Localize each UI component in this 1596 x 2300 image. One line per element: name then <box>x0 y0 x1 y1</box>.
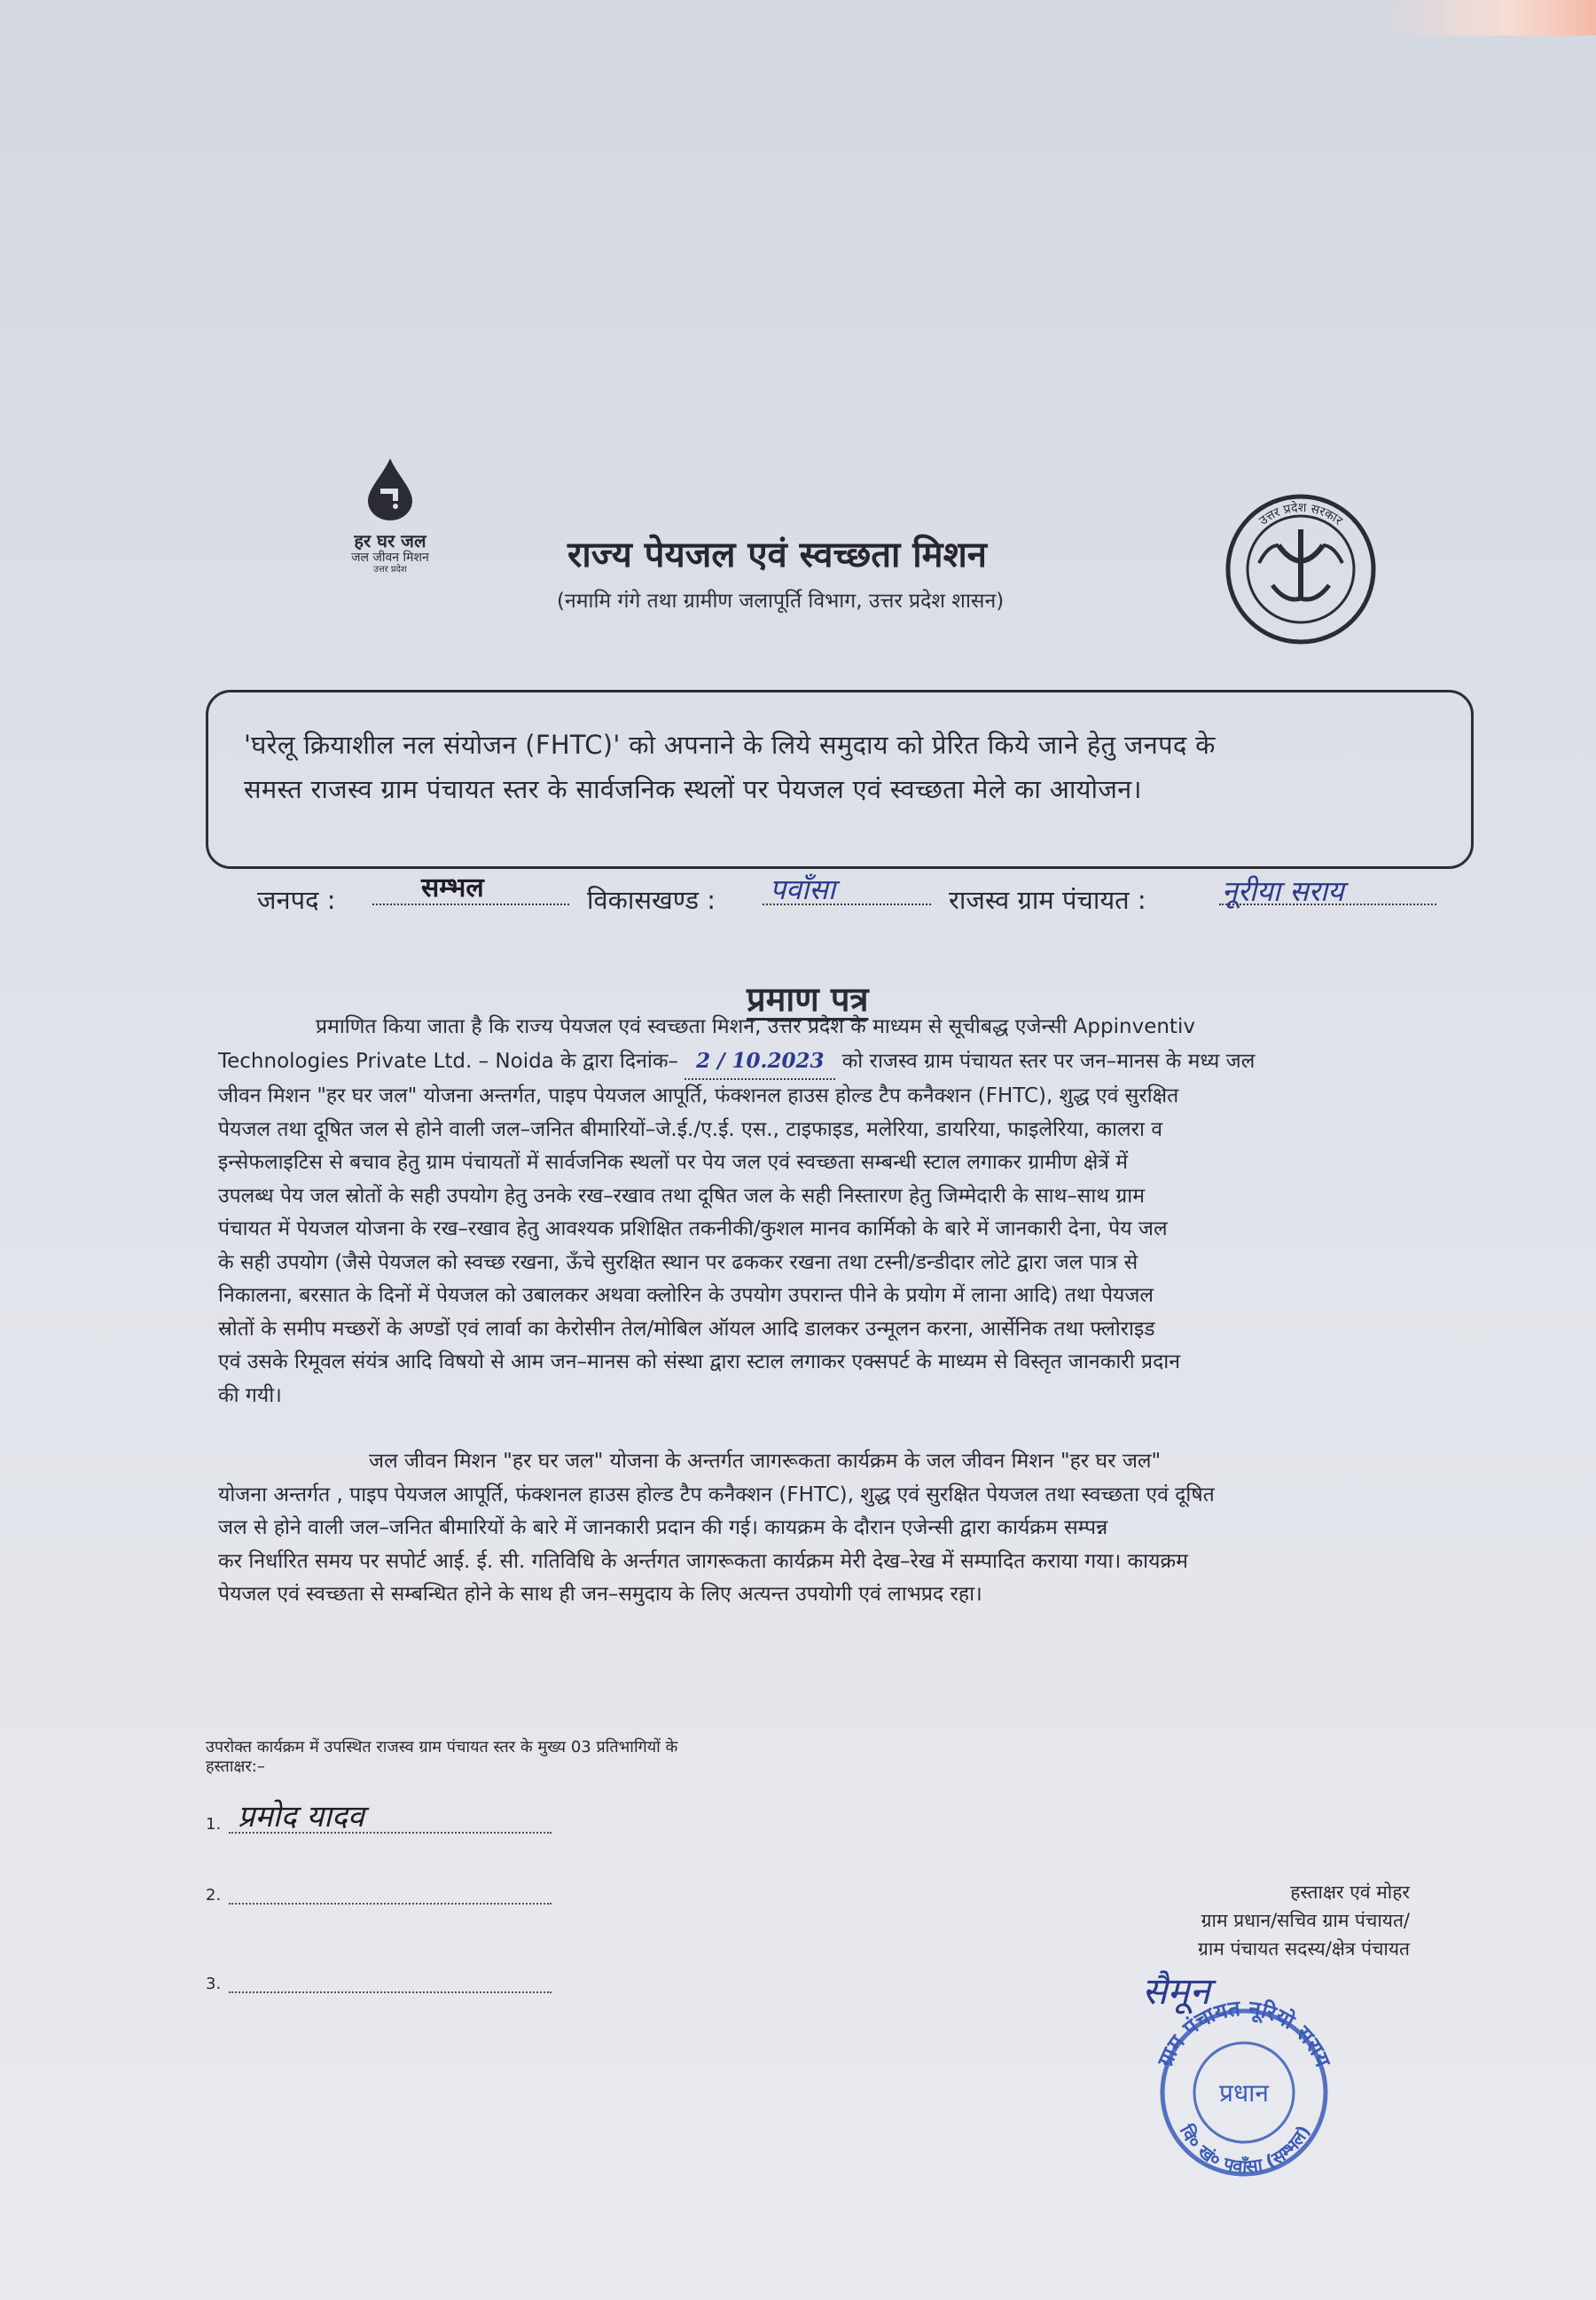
para2-line: योजना अन्तर्गत , पाइप पेयजल आपूर्ति, फंक्शनल हाउस होल्ड टैप कनैक्शन (FHTC), शुद्ध एवं सुरक्षित पेयजल तथा स्वच्छता एवं दूषित <box>218 1482 1215 1506</box>
panchayat-label: राजस्व ग्राम पंचायत : <box>949 885 1146 915</box>
logo-line-3: उत्तर प्रदेश <box>373 565 407 575</box>
location-fields <box>257 873 1445 927</box>
authority-signature-block: हस्ताक्षर एवं मोहर ग्राम प्रधान/सचिव ग्राम पंचायत/ ग्राम पंचायत सदस्य/क्षेत्र पंचायत <box>1198 1881 1410 1960</box>
participant-signature-2: 2. <box>206 1880 552 1910</box>
para1-line: के सही उपयोग (जैसे पेयजल को स्वच्छ रखना, ऊँचे सुरक्षित स्थान पर ढककर रखना तथा टस्नी/डन्डीदार लोटे द्वारा जल पात्र से <box>218 1250 1138 1274</box>
para1-line: प्रमाणित किया जाता है कि राज्य पेयजल एवं स्वच्छता मिशन, उत्तर प्रदेश के माध्यम से सूचीबद्ध एजेन्सी Appinventiv <box>316 1015 1195 1038</box>
vikaskhand-value: पवाँसा <box>770 872 836 906</box>
svg-text:ग्राम पंचायत नूरियो सराय: ग्राम पंचायत नूरियो सराय <box>1152 1995 1336 2071</box>
har-ghar-jal-logo <box>337 457 443 598</box>
svg-text:प्रधान: प्रधान <box>1219 2078 1269 2108</box>
para2-line: जल जीवन मिशन "हर घर जल" योजना के अन्तर्गत जागरूकता कार्यक्रम के जल जीवन मिशन "हर घर जल" <box>369 1450 1162 1473</box>
certificate-title: प्रमाण पत्र <box>747 980 869 1019</box>
para1-line: एवं उसके रिमूवल संयंत्र आदि विषयो से आम जन–मानस को संस्था द्वारा स्टाल लगाकर एक्सपर्ट के माध्यम से विस्तृत जानकारी प्रदान <box>218 1350 1181 1373</box>
para1-line: जीवन मिशन "हर घर जल" योजना अन्तर्गत, पाइप पेयजल आपूर्ति, फंक्शनल हाउस होल्ड टैप कनैक्शन (FHTC), शुद्ध एवं सुरक्षित <box>218 1084 1179 1107</box>
janpad-label: जनपद : <box>257 885 336 915</box>
janpad-value: सम्भल <box>421 872 484 904</box>
para2-line: जल से होने वाली जल–जनित बीमारियों के बारे में जानकारी प्रदान की गई। कायक्रम के दौरान एजेन्सी द्वारा कार्यक्रम सम्पन्न <box>218 1516 1108 1539</box>
certificate-paragraph-1 <box>218 1011 1459 1412</box>
svg-text:सैमून: सैमून <box>1142 1969 1210 2013</box>
banner-line-1: 'घरेलू क्रियाशील नल संयोजन (FHTC)' को अपनाने के लिये समुदाय को प्रेरित किये जाने हेतु जनपद के <box>244 730 1216 760</box>
para1-line: इन्सेफलाइटिस से बचाव हेतु ग्राम पंचायतों में सार्वजनिक स्थलों पर पेय जल एवं स्वच्छता सम्बन्धी स्टाल लगाकर ग्रामीण क्षेत्रें में <box>218 1151 1129 1174</box>
vikaskhand-label: विकासखण्ड : <box>587 885 716 915</box>
participant-signature-1: 1. प्रमोद यादव <box>206 1809 552 1839</box>
para1-line: निकालना, बरसात के दिनों में पेयजल को उबालकर अथवा क्लोरिन के उपयोग उपरान्त पीने के प्रयोग में लाना आदि) तथा पेयजल <box>218 1284 1154 1307</box>
participant-1-signature: प्रमोद यादव <box>238 1799 364 1835</box>
page-edge <box>1383 0 1596 35</box>
logo-line-1: हर घर जल <box>354 530 426 552</box>
banner-line-2: समस्त राजस्व ग्राम पंचायत स्तर के सार्वजनिक स्थलों पर पेयजल एवं स्वच्छता मेले का आयोजन। <box>244 774 1142 804</box>
certificate-paragraph-2 <box>218 1445 1459 1612</box>
para1-line: स्रोतों के समीप मच्छरों के अण्डों एवं लार्वा का केरोसीन तेल/मोबिल ऑयल आदि डालकर उन्मूलन करना, आर्सेनिक तथा फ्लोराइड <box>218 1317 1155 1341</box>
participants-intro: उपरोक्त कार्यक्रम में उपस्थित राजस्व ग्राम पंचायत स्तर के मुख्य 03 प्रतिभागियों के हस्ताक्षर:– <box>206 1738 678 1776</box>
page-title: राज्य पेयजल एवं स्वच्छता मिशन <box>567 535 987 575</box>
panchayat-value: नूरीया सराय <box>1222 874 1344 908</box>
svg-text:वि० खं० पवाँसा (सम्भल): वि० खं० पवाँसा (सम्भल) <box>1175 2121 1315 2178</box>
logo-line-2: जल जीवन मिशन <box>351 551 429 565</box>
para1-line: पंचायत में पेयजल योजना के रख–रखाव हेतु आवश्यक प्रशिक्षित तकनीकी/कुशल मानव कार्मिको के बारे में जानकारी देना, पेय जल <box>218 1217 1168 1240</box>
page-subtitle: (नमामि गंगे तथा ग्रामीण जलापूर्ति विभाग, उत्तर प्रदेश शासन) <box>557 590 1005 613</box>
para1-line: उपलब्ध पेय जल स्रोतों के सही उपयोग हेतु उनके रख–रखाव तथा दूषित जल के सही निस्तारण हेतु जिम्मेदारी के साथ–साथ ग्राम <box>218 1184 1145 1208</box>
svg-text:उत्तर प्रदेश सरकार: उत्तर प्रदेश सरकार <box>1256 500 1345 528</box>
para1-line: पेयजल तथा दूषित जल से होने वाली जल–जनित बीमारियों–जे.ई./ए.ई. एस., टाइफाइड, मलेरिया, डायरिया, फाइलेरिया, कालरा व <box>218 1117 1163 1141</box>
participant-signature-3: 3. <box>206 1968 552 1999</box>
para2-line: कर निर्धारित समय पर सपोर्ट आई. ई. सी. गतिविधि के अर्न्तगत जागरूकता कार्यक्रम मेरी देख–रेख में सम्पादित कराया गया। कायक्रम <box>218 1549 1188 1573</box>
programme-date: 2 / 10.2023 <box>696 1048 825 1073</box>
water-drop-icon <box>363 457 418 522</box>
pradhan-stamp <box>1115 1968 1364 2181</box>
para2-line: पेयजल एवं स्वच्छता से सम्बन्धित होने के साथ ही जन–समुदाय के लिए अत्यन्त उपयोगी एवं लाभप्रद रहा। <box>218 1583 982 1606</box>
up-government-emblem-icon <box>1224 492 1379 647</box>
para1-line: की गयी। <box>218 1383 282 1407</box>
para1-line-date: Technologies Private Ltd. – Noida के द्वारा दिनांक– 2 / 10.2023 को राजस्व ग्राम पंचायत स्तर पर जन–मानस के मध्य जल <box>218 1044 1459 1081</box>
programme-banner <box>206 690 1474 869</box>
